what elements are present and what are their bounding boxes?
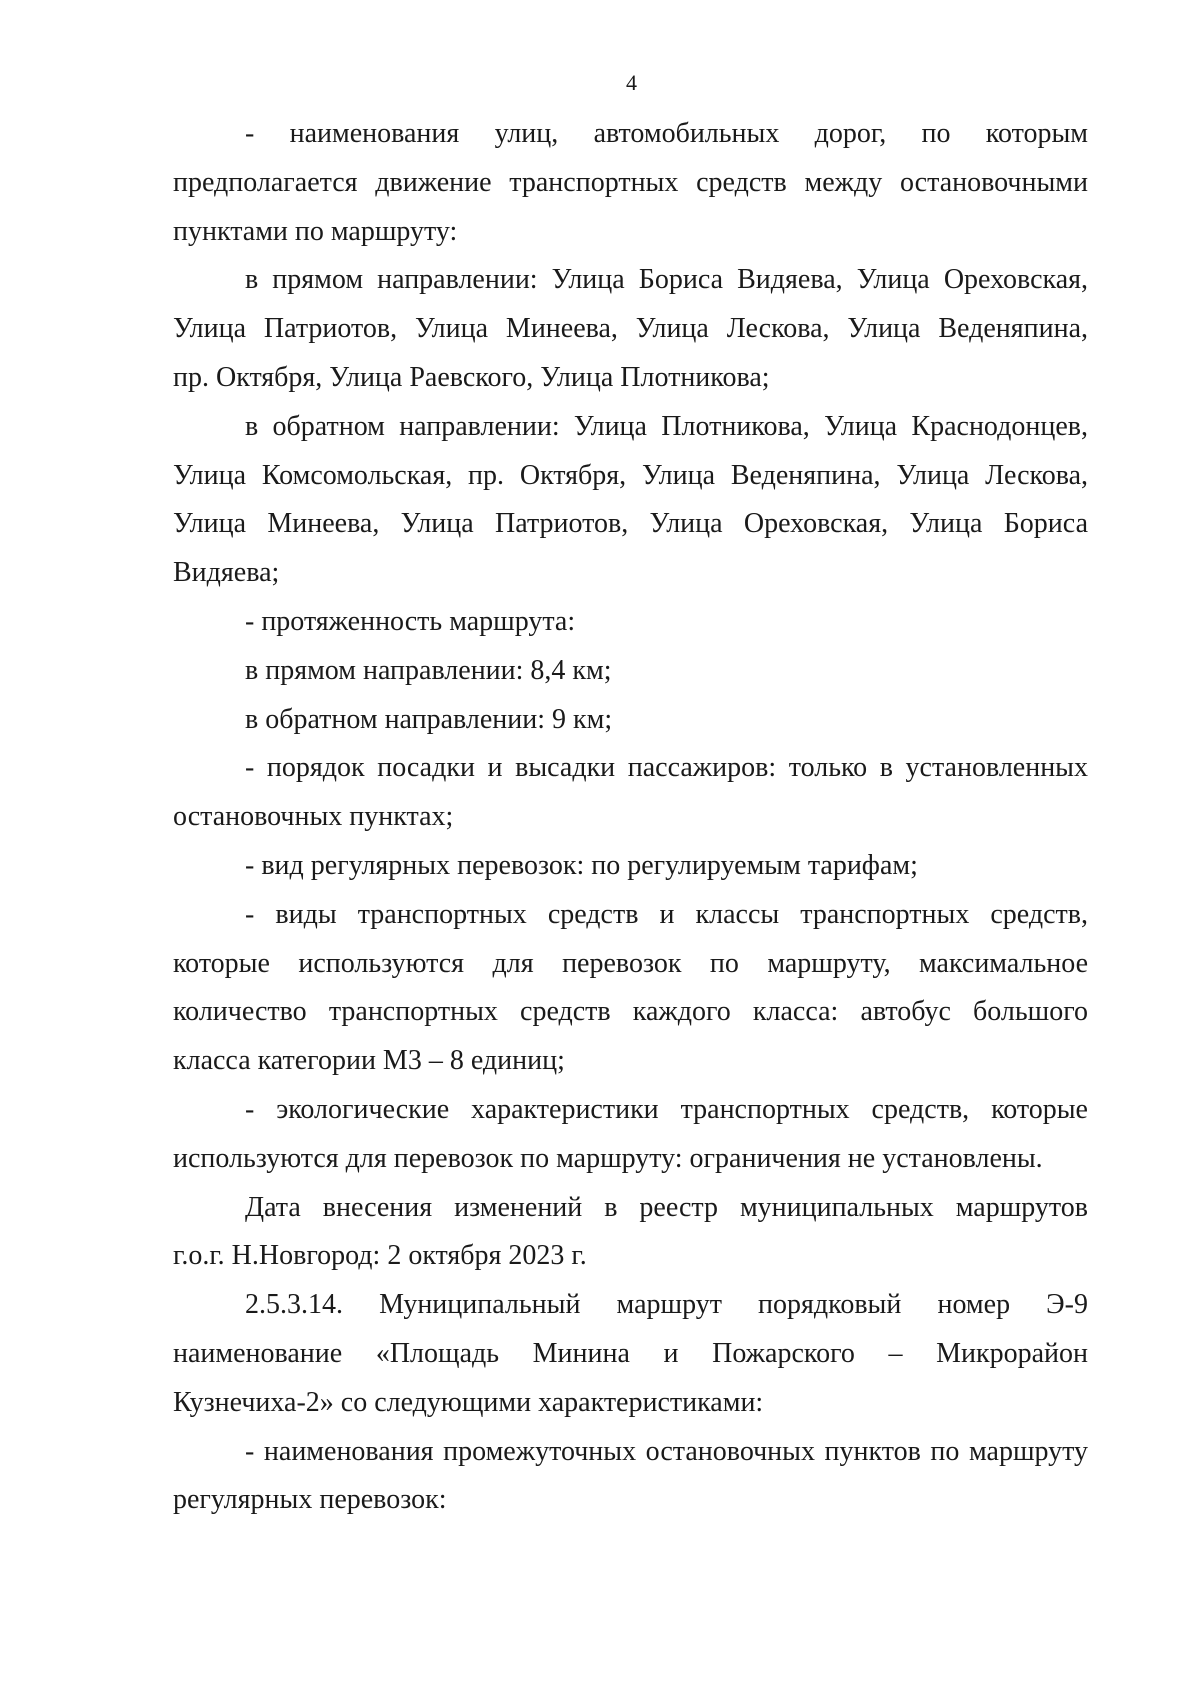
paragraph xyxy=(173,842,1088,891)
text-line: Кузнечиха-2» со следующими характеристиками: xyxy=(173,1386,764,1418)
text-line: в прямом направлении: Улица Бориса Видяева, Улица Ореховская, xyxy=(245,264,1088,296)
paragraph xyxy=(173,1184,1088,1282)
text-line: в обратном направлении: 9 км; xyxy=(245,703,613,735)
text-line: - наименования промежуточных остановочных пунктов по маршруту xyxy=(245,1435,1088,1467)
text-line: 2.5.3.14. Муниципальный маршрут порядковый номер Э-9 xyxy=(245,1289,1088,1321)
text-line: класса категории М3 – 8 единиц; xyxy=(173,1045,565,1077)
paragraph xyxy=(173,696,1088,745)
text-line: Видяева; xyxy=(173,557,280,589)
text-line: в обратном направлении: Улица Плотникова, Улица Краснодонцев, xyxy=(245,410,1088,442)
paragraph xyxy=(173,744,1088,842)
text-line: количество транспортных средств каждого класса: автобус большого xyxy=(173,996,1088,1028)
text-line: Улица Патриотов, Улица Минеева, Улица Лескова, Улица Веденяпина, xyxy=(173,313,1088,345)
text-line: г.о.г. Н.Новгород: 2 октября 2023 г. xyxy=(173,1240,587,1272)
paragraph xyxy=(173,647,1088,696)
text-line: предполагается движение транспортных средств между остановочными xyxy=(173,166,1088,198)
text-line: Улица Комсомольская, пр. Октября, Улица Веденяпина, Улица Лескова, xyxy=(173,459,1088,491)
paragraph xyxy=(173,1428,1088,1526)
paragraph xyxy=(173,256,1088,402)
paragraph xyxy=(173,1086,1088,1184)
paragraph xyxy=(173,598,1088,647)
paragraph xyxy=(173,1281,1088,1427)
text-line: Улица Минеева, Улица Патриотов, Улица Ореховская, Улица Бориса xyxy=(173,508,1088,540)
text-line: используются для перевозок по маршруту: ограничения не установлены. xyxy=(173,1142,1043,1174)
text-line: в прямом направлении: 8,4 км; xyxy=(245,654,612,686)
text-line: регулярных перевозок: xyxy=(173,1484,447,1516)
paragraph xyxy=(173,110,1088,256)
paragraph xyxy=(173,403,1088,598)
document-body xyxy=(173,110,1088,1525)
text-line: - экологические характеристики транспортных средств, которые xyxy=(245,1093,1088,1125)
text-line: пр. Октября, Улица Раевского, Улица Плотникова; xyxy=(173,361,770,393)
text-line: - вид регулярных перевозок: по регулируемым тарифам; xyxy=(245,849,918,881)
text-line: - порядок посадки и высадки пассажиров: только в установленных xyxy=(245,752,1088,784)
text-line: которые используются для перевозок по маршруту, максимальное xyxy=(173,947,1088,979)
text-line: - виды транспортных средств и классы транспортных средств, xyxy=(245,898,1088,930)
text-line: остановочных пунктах; xyxy=(173,801,454,833)
text-line: наименование «Площадь Минина и Пожарского – Микрорайон xyxy=(173,1337,1088,1369)
text-line: пунктами по маршруту: xyxy=(173,215,458,247)
text-line: - наименования улиц, автомобильных дорог, по которым xyxy=(245,118,1088,149)
page-number: 4 xyxy=(626,70,637,95)
text-line: - протяженность маршрута: xyxy=(245,605,576,637)
text-line: Дата внесения изменений в реестр муниципальных маршрутов xyxy=(245,1191,1088,1223)
paragraph xyxy=(173,891,1088,1086)
